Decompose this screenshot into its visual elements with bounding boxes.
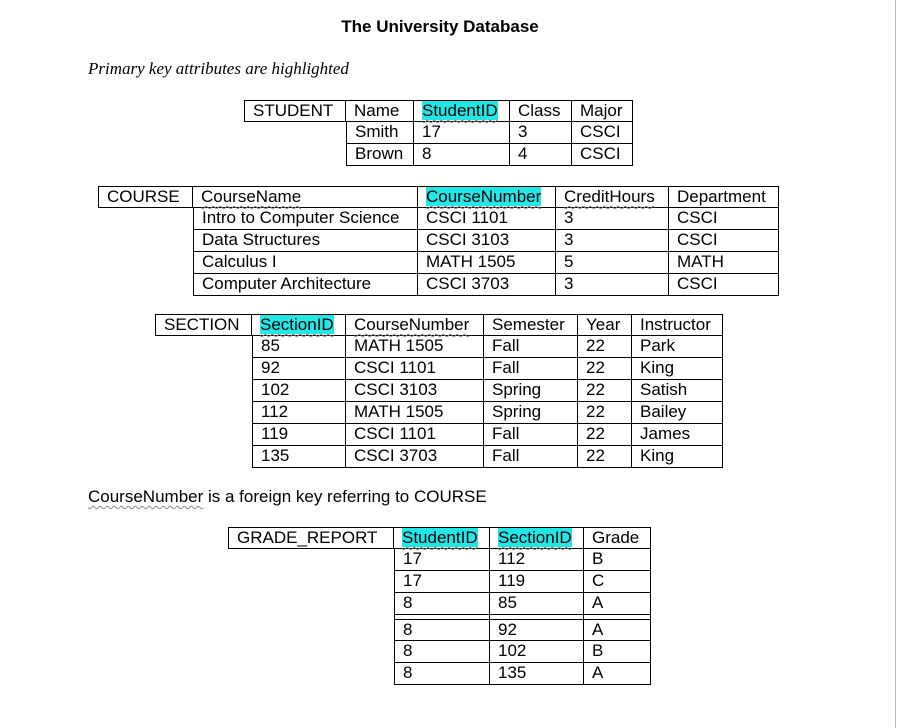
table-cell: B [584,549,651,571]
table-cell: 102 [490,641,584,663]
header-cell-primary-key: SectionID [490,527,584,549]
table-cell: 119 [252,424,346,446]
note-text: is a foreign key referring to COURSE [203,487,487,506]
header-cell: Major [572,100,633,122]
table-cell: Computer Architecture [193,274,418,296]
table-cell: 8 [394,641,490,663]
table-cell: 135 [490,663,584,685]
table-cell: 17 [394,571,490,593]
table-cell: CSCI [669,230,779,252]
table-cell: MATH 1505 [346,336,484,358]
table-cell: 92 [490,619,584,641]
table-cell: CSCI [572,144,633,166]
table-name: SECTION [155,314,252,336]
page-edge [895,0,896,728]
header-cell: Semester [484,314,578,336]
table-cell: 85 [252,336,346,358]
header-cell: CourseName [193,186,418,208]
table-cell: 22 [578,402,632,424]
table-cell: 4 [510,144,572,166]
table-cell: 3 [510,122,572,144]
table-cell: Brown [346,144,414,166]
table-cell: MATH 1505 [418,252,556,274]
note-keyword: CourseNumber [88,487,204,506]
table-cell: CSCI 3103 [418,230,556,252]
header-cell: Class [510,100,572,122]
table-name: GRADE_REPORT [228,527,394,549]
table-cell: A [584,663,651,685]
table-cell: Calculus I [193,252,418,274]
header-cell: Name [346,100,414,122]
table-cell: Satish [632,380,723,402]
table-cell: 22 [578,336,632,358]
table-cell: 5 [556,252,669,274]
header-cell-primary-key: StudentID [414,100,510,122]
table-cell: 112 [490,549,584,571]
table-cell: MATH [669,252,779,274]
table-cell: 8 [394,593,490,615]
table-cell: CSCI 3103 [346,380,484,402]
table-cell: CSCI [669,208,779,230]
header-cell: Grade [584,527,651,549]
table-cell: CSCI 3703 [346,446,484,468]
header-cell: CourseNumber [346,314,484,336]
table-cell: 85 [490,593,584,615]
table-cell: 22 [578,446,632,468]
table-cell: C [584,571,651,593]
table-cell: 135 [252,446,346,468]
table-cell: Data Structures [193,230,418,252]
table-cell: King [632,358,723,380]
table-cell: Fall [484,358,578,380]
table-cell: CSCI 1101 [346,358,484,380]
table-cell: 3 [556,208,669,230]
table-cell: 112 [252,402,346,424]
table-cell: 92 [252,358,346,380]
table-cell: Fall [484,424,578,446]
table-cell: Bailey [632,402,723,424]
table-cell: 119 [490,571,584,593]
table-cell: King [632,446,723,468]
table-cell: Intro to Computer Science [193,208,418,230]
subtitle: Primary key attributes are highlighted [88,59,349,78]
foreign-key-note [88,487,487,507]
table-cell: James [632,424,723,446]
table-cell: Fall [484,336,578,358]
table-cell: CSCI 1101 [346,424,484,446]
table-cell: 102 [252,380,346,402]
page-title: The University Database [341,17,539,36]
table-name: STUDENT [244,100,346,122]
table-cell: Fall [484,446,578,468]
table-cell: Park [632,336,723,358]
table-cell: A [584,593,651,615]
table-cell: MATH 1505 [346,402,484,424]
table-name: COURSE [98,186,193,208]
table-cell: Spring [484,402,578,424]
header-cell: Instructor [632,314,723,336]
table-cell: 17 [414,122,510,144]
header-cell: CreditHours [556,186,669,208]
table-cell: 3 [556,274,669,296]
table-cell: Spring [484,380,578,402]
table-cell: A [584,619,651,641]
table-cell: 22 [578,358,632,380]
table-cell: CSCI 3703 [418,274,556,296]
table-cell: B [584,641,651,663]
table-cell: 8 [414,144,510,166]
table-cell: CSCI [669,274,779,296]
table-cell: 8 [394,663,490,685]
table-cell: CSCI [572,122,633,144]
table-cell: Smith [346,122,414,144]
header-cell-primary-key: SectionID [252,314,346,336]
table-cell: 3 [556,230,669,252]
table-cell: 17 [394,549,490,571]
table-cell: 22 [578,424,632,446]
header-cell-primary-key: StudentID [394,527,490,549]
table-cell: 22 [578,380,632,402]
header-cell: Year [578,314,632,336]
header-cell: Department [669,186,779,208]
table-cell: 8 [394,619,490,641]
header-cell-primary-key: CourseNumber [418,186,556,208]
table-cell: CSCI 1101 [418,208,556,230]
